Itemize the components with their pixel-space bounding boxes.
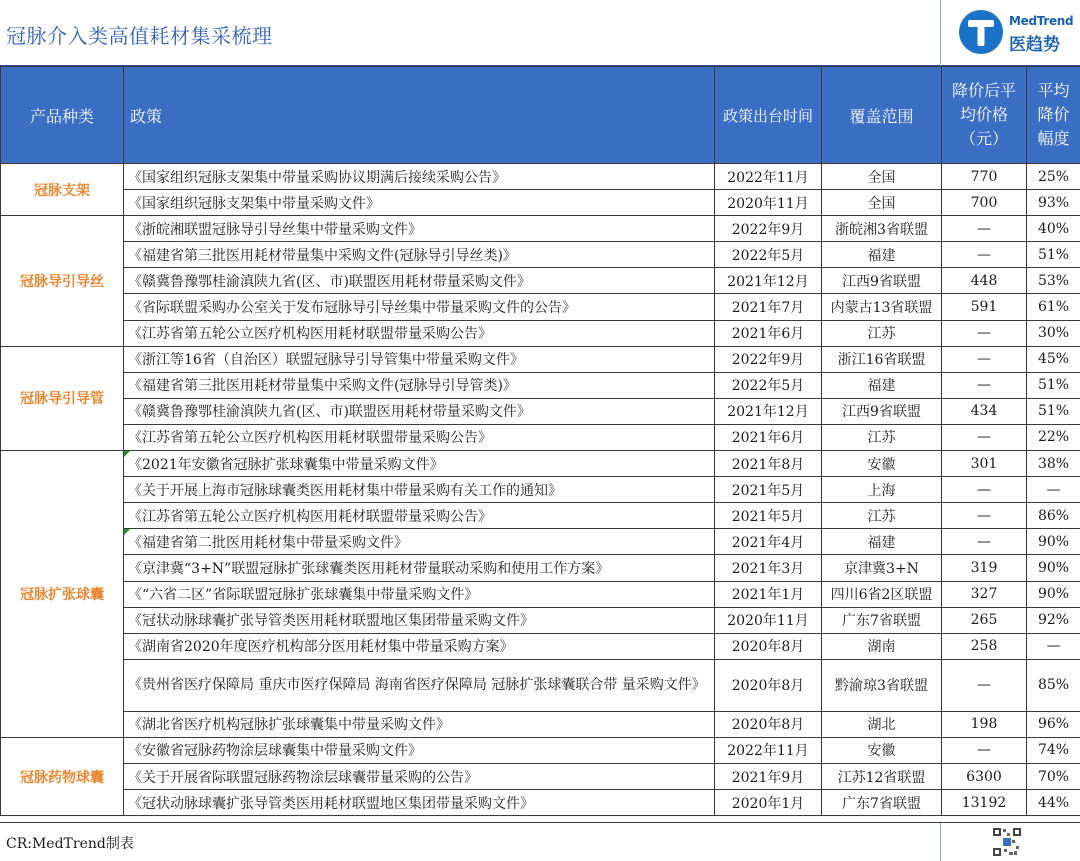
scope-cell: 广东7省联盟 (822, 790, 942, 816)
category-cell: 冠脉药物球囊 (1, 737, 124, 815)
date-cell: 2021年9月 (715, 763, 822, 789)
logo-text-en: MedTrend (1009, 14, 1073, 28)
policy-cell: 《京津冀“3+N”联盟冠脉扩张球囊类医用耗材带量联动采购和使用工作方案》 (124, 555, 715, 581)
price-cell: — (942, 242, 1027, 268)
price-cell: 265 (942, 607, 1027, 633)
comment-flag-icon (124, 451, 130, 457)
category-cell: 冠脉支架 (1, 164, 124, 216)
policy-cell: 《贵州省医疗保障局 重庆市医疗保障局 海南省医疗保障局 冠脉扩张球囊联合带 量采购文件》 (124, 659, 715, 711)
table-row (1, 216, 1080, 242)
drop-cell: 25% (1027, 164, 1080, 190)
drop-cell: 92% (1027, 607, 1080, 633)
table-row (1, 737, 1080, 763)
drop-cell: 61% (1027, 294, 1080, 320)
drop-cell: — (1027, 633, 1080, 659)
price-cell: — (942, 372, 1027, 398)
col-header-price: 降价后平均价格（元） (942, 67, 1027, 164)
table-row (1, 659, 1080, 711)
logo-mark-icon (959, 10, 1003, 54)
page-footer (0, 822, 1080, 860)
drop-cell: 86% (1027, 503, 1080, 529)
category-cell: 冠脉扩张球囊 (1, 451, 124, 738)
price-cell: — (942, 477, 1027, 503)
scope-cell: 内蒙古13省联盟 (822, 294, 942, 320)
logo-text-cn: 医趋势 (1009, 30, 1060, 55)
scope-cell: 江西9省联盟 (822, 398, 942, 424)
date-cell: 2020年8月 (715, 711, 822, 737)
col-header-drop: 平均降价幅度 (1027, 67, 1080, 164)
scope-cell: 浙江16省联盟 (822, 346, 942, 372)
scope-cell: 全国 (822, 190, 942, 216)
col-header-scope: 覆盖范围 (822, 67, 942, 164)
price-cell: — (942, 529, 1027, 555)
table-body (1, 164, 1080, 816)
price-cell: 448 (942, 268, 1027, 294)
date-cell: 2020年1月 (715, 790, 822, 816)
date-cell: 2021年1月 (715, 581, 822, 607)
drop-cell: 45% (1027, 346, 1080, 372)
price-cell: — (942, 737, 1027, 763)
table-row (1, 790, 1080, 816)
drop-cell: 74% (1027, 737, 1080, 763)
price-cell: 258 (942, 633, 1027, 659)
table-row (1, 529, 1080, 555)
drop-cell: 90% (1027, 555, 1080, 581)
price-cell: — (942, 659, 1027, 711)
table-row (1, 451, 1080, 477)
date-cell: 2020年8月 (715, 633, 822, 659)
col-header-category: 产品种类 (1, 67, 124, 164)
scope-cell: 浙皖湘3省联盟 (822, 216, 942, 242)
policy-cell: 《关于开展省际联盟冠脉药物涂层球囊带量采购的公告》 (124, 763, 715, 789)
date-cell: 2022年5月 (715, 242, 822, 268)
date-cell: 2021年5月 (715, 477, 822, 503)
policy-cell: 《浙皖湘联盟冠脉导引导丝集中带量采购文件》 (124, 216, 715, 242)
price-cell: — (942, 346, 1027, 372)
policy-cell: 《浙江等16省（自治区）联盟冠脉导引导管集中带量采购文件》 (124, 346, 715, 372)
date-cell: 2022年11月 (715, 737, 822, 763)
price-cell: 434 (942, 398, 1027, 424)
scope-cell: 湖南 (822, 633, 942, 659)
table-row (1, 503, 1080, 529)
col-header-policy: 政策 (124, 67, 715, 164)
policy-cell: 《国家组织冠脉支架集中带量采购协议期满后接续采购公告》 (124, 164, 715, 190)
drop-cell: 22% (1027, 424, 1080, 450)
drop-cell: 70% (1027, 763, 1080, 789)
price-cell: — (942, 503, 1027, 529)
policy-table (0, 66, 1080, 816)
scope-cell: 江苏 (822, 320, 942, 346)
drop-cell: 40% (1027, 216, 1080, 242)
policy-cell: 《国家组织冠脉支架集中带量采购文件》 (124, 190, 715, 216)
policy-cell: 《赣冀鲁豫鄂桂渝滇陕九省(区、市)联盟医用耗材带量采购文件》 (124, 268, 715, 294)
price-cell: 6300 (942, 763, 1027, 789)
scope-cell: 黔渝琼3省联盟 (822, 659, 942, 711)
price-cell: 591 (942, 294, 1027, 320)
table-row (1, 268, 1080, 294)
date-cell: 2021年12月 (715, 268, 822, 294)
scope-cell: 湖北 (822, 711, 942, 737)
policy-cell: 《冠状动脉球囊扩张导管类医用耗材联盟地区集团带量采购文件》 (124, 607, 715, 633)
comment-flag-icon (124, 529, 130, 535)
table-row (1, 555, 1080, 581)
date-cell: 2022年9月 (715, 216, 822, 242)
policy-cell: 《湖南省2020年度医疗机构部分医用耗材集中带量采购方案》 (124, 633, 715, 659)
table-row (1, 477, 1080, 503)
scope-cell: 江西9省联盟 (822, 268, 942, 294)
date-cell: 2021年5月 (715, 503, 822, 529)
table-header-row (1, 67, 1080, 164)
policy-cell: 《湖北省医疗机构冠脉扩张球囊集中带量采购文件》 (124, 711, 715, 737)
drop-cell: 51% (1027, 242, 1080, 268)
price-cell: — (942, 424, 1027, 450)
drop-cell: 51% (1027, 372, 1080, 398)
table-row (1, 346, 1080, 372)
table-row (1, 190, 1080, 216)
drop-cell: 85% (1027, 659, 1080, 711)
table-row (1, 164, 1080, 190)
price-cell: 198 (942, 711, 1027, 737)
scope-cell: 广东7省联盟 (822, 607, 942, 633)
qr-code-icon (992, 827, 1022, 857)
date-cell: 2021年7月 (715, 294, 822, 320)
category-cell: 冠脉导引导丝 (1, 216, 124, 346)
price-cell: — (942, 320, 1027, 346)
table-row (1, 294, 1080, 320)
policy-cell: 《福建省第三批医用耗材带量集中采购文件(冠脉导引导管类)》 (124, 372, 715, 398)
table-row (1, 607, 1080, 633)
drop-cell: 90% (1027, 529, 1080, 555)
date-cell: 2020年8月 (715, 659, 822, 711)
scope-cell: 福建 (822, 529, 942, 555)
table-row (1, 242, 1080, 268)
scope-cell: 安徽 (822, 737, 942, 763)
price-cell: 770 (942, 164, 1027, 190)
policy-cell: 《江苏省第五轮公立医疗机构医用耗材联盟带量采购公告》 (124, 503, 715, 529)
date-cell: 2021年12月 (715, 398, 822, 424)
drop-cell: 90% (1027, 581, 1080, 607)
date-cell: 2020年11月 (715, 607, 822, 633)
drop-cell: 96% (1027, 711, 1080, 737)
drop-cell: 53% (1027, 268, 1080, 294)
price-cell: 327 (942, 581, 1027, 607)
price-cell: 13192 (942, 790, 1027, 816)
scope-cell: 全国 (822, 164, 942, 190)
scope-cell: 上海 (822, 477, 942, 503)
date-cell: 2022年11月 (715, 164, 822, 190)
table-row (1, 711, 1080, 737)
scope-cell: 江苏 (822, 503, 942, 529)
date-cell: 2022年5月 (715, 372, 822, 398)
scope-cell: 福建 (822, 372, 942, 398)
table-row (1, 763, 1080, 789)
drop-cell: 30% (1027, 320, 1080, 346)
policy-cell: 《安徽省冠脉药物涂层球囊集中带量采购文件》 (124, 737, 715, 763)
drop-cell: 51% (1027, 398, 1080, 424)
col-header-date: 政策出台时间 (715, 67, 822, 164)
policy-cell: 《江苏省第五轮公立医疗机构医用耗材联盟带量采购公告》 (124, 320, 715, 346)
table-row (1, 320, 1080, 346)
scope-cell: 京津冀3+N (822, 555, 942, 581)
date-cell: 2021年3月 (715, 555, 822, 581)
scope-cell: 福建 (822, 242, 942, 268)
policy-cell: 《2021年安徽省冠脉扩张球囊集中带量采购文件》 (124, 451, 715, 477)
policy-cell: 《福建省第三批医用耗材带量集中采购文件(冠脉导引导丝类)》 (124, 242, 715, 268)
date-cell: 2021年8月 (715, 451, 822, 477)
table-row (1, 372, 1080, 398)
footer-divider (940, 823, 941, 861)
date-cell: 2021年6月 (715, 320, 822, 346)
page-header (0, 0, 1080, 66)
policy-cell: 《“六省二区”省际联盟冠脉扩张球囊集中带量采购文件》 (124, 581, 715, 607)
drop-cell: 93% (1027, 190, 1080, 216)
date-cell: 2021年6月 (715, 424, 822, 450)
policy-cell: 《赣冀鲁豫鄂桂渝滇陕九省(区、市)联盟医用耗材带量采购文件》 (124, 398, 715, 424)
policy-cell: 《省际联盟采购办公室关于发布冠脉导引导丝集中带量采购文件的公告》 (124, 294, 715, 320)
drop-cell: — (1027, 477, 1080, 503)
table-row (1, 424, 1080, 450)
policy-cell: 《冠状动脉球囊扩张导管类医用耗材联盟地区集团带量采购文件》 (124, 790, 715, 816)
date-cell: 2022年9月 (715, 346, 822, 372)
policy-cell: 《江苏省第五轮公立医疗机构医用耗材联盟带量采购公告》 (124, 424, 715, 450)
policy-cell: 《关于开展上海市冠脉球囊类医用耗材集中带量采购有关工作的通知》 (124, 477, 715, 503)
price-cell: 319 (942, 555, 1027, 581)
scope-cell: 安徽 (822, 451, 942, 477)
scope-cell: 江苏 (822, 424, 942, 450)
date-cell: 2020年11月 (715, 190, 822, 216)
table-row (1, 633, 1080, 659)
date-cell: 2021年4月 (715, 529, 822, 555)
scope-cell: 江苏12省联盟 (822, 763, 942, 789)
table-row (1, 398, 1080, 424)
policy-cell: 《福建省第二批医用耗材集中带量采购文件》 (124, 529, 715, 555)
price-cell: 301 (942, 451, 1027, 477)
logo (940, 0, 1080, 66)
drop-cell: 38% (1027, 451, 1080, 477)
drop-cell: 44% (1027, 790, 1080, 816)
price-cell: — (942, 216, 1027, 242)
page-title: 冠脉介入类高值耗材集采梳理 (6, 20, 273, 49)
price-cell: 700 (942, 190, 1027, 216)
scope-cell: 四川6省2区联盟 (822, 581, 942, 607)
category-cell: 冠脉导引导管 (1, 346, 124, 450)
credit-text: CR:MedTrend制表 (6, 833, 134, 853)
table-row (1, 581, 1080, 607)
